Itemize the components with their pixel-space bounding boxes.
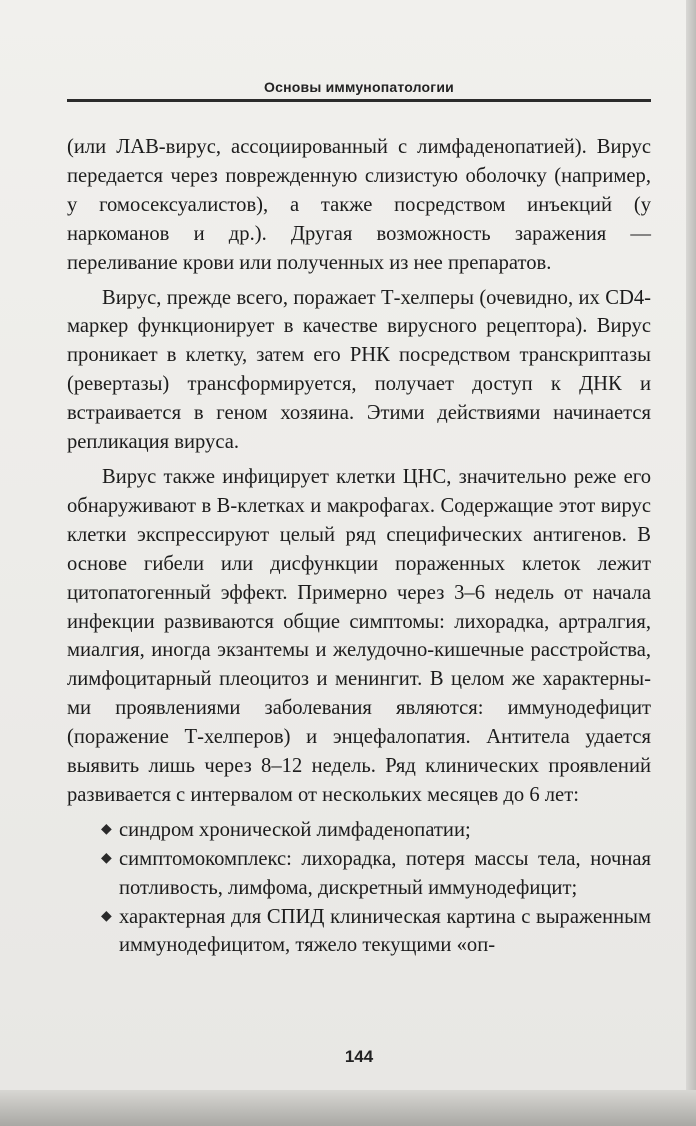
paragraph: Вирус также инфицирует клетки ЦНС, значительно реже его обнаруживают в В-клетках и макрофагах. Содержащие этот вирус клетки экспрессируют целый ряд специфических антигенов. В основе гибели или дисфункции пораженных клеток лежит цитопатогенный эффект. Примерно через 3–6 недель от начала инфекции развиваются общие симптомы: лихорадка, артралгия, миалгия, иногда экзантемы и желудочно-кишечные расстройства, лимфоцитарный плеоцитоз и менингит. В целом же характерными проявлениями заболевания являются: иммунодефицит (поражение Т-хелперов) и энцефалопатия. Антитела удается выявить лишь через 8–12 недель. Ряд клинических проявлений развивается с интервалом от нескольких месяцев до 6 лет: [67,465,651,806]
diamond-bullet-icon: ◆ [101,850,112,866]
list-item [67,903,651,961]
page-number: 144 [344,1047,374,1066]
list-item [67,845,651,903]
list-item-text: синдром хронической лимфаденопатии; [119,818,471,841]
paragraph: (или ЛАВ-вирус, ассоциированный с лимфаденопатией). Вирус передается через поврежденную слизистую оболочку (например, у гомосексуалистов), а также посредством инъекций (у наркоманов и др.). Другая возможность заражения — переливание крови или полученных из нее препаратов. [67,136,651,274]
running-head: Основы иммунопатологии [264,79,454,95]
body-text [67,133,651,960]
page-bottom-shadow [0,1090,696,1126]
bullet-list [67,816,651,961]
list-item [67,816,651,845]
list-item-text: симптомокомплекс: лихорадка, потеря массы тела, ночная потливость, лимфома, дискретный иммунодефицит; [119,847,651,899]
list-item-text: характерная для СПИД клиническая картина с выраженным иммунодефицитом, тяжело текущими «оп- [119,905,651,957]
header-rule [67,99,651,102]
diamond-bullet-icon: ◆ [101,821,112,837]
diamond-bullet-icon: ◆ [101,908,112,924]
paragraph: Вирус, прежде всего, поражает Т-хелперы (очевидно, их CD4-маркер функционирует в качестве вирусного рецептора). Вирус проникает в клетку, затем его РНК посредством транскриптазы (ревертазы) трансформируется, получает доступ к ДНК и встраивается в геном хозяина. Этими действиями начинается репликация вируса. [67,286,651,454]
page-edge-shadow [686,0,696,1126]
